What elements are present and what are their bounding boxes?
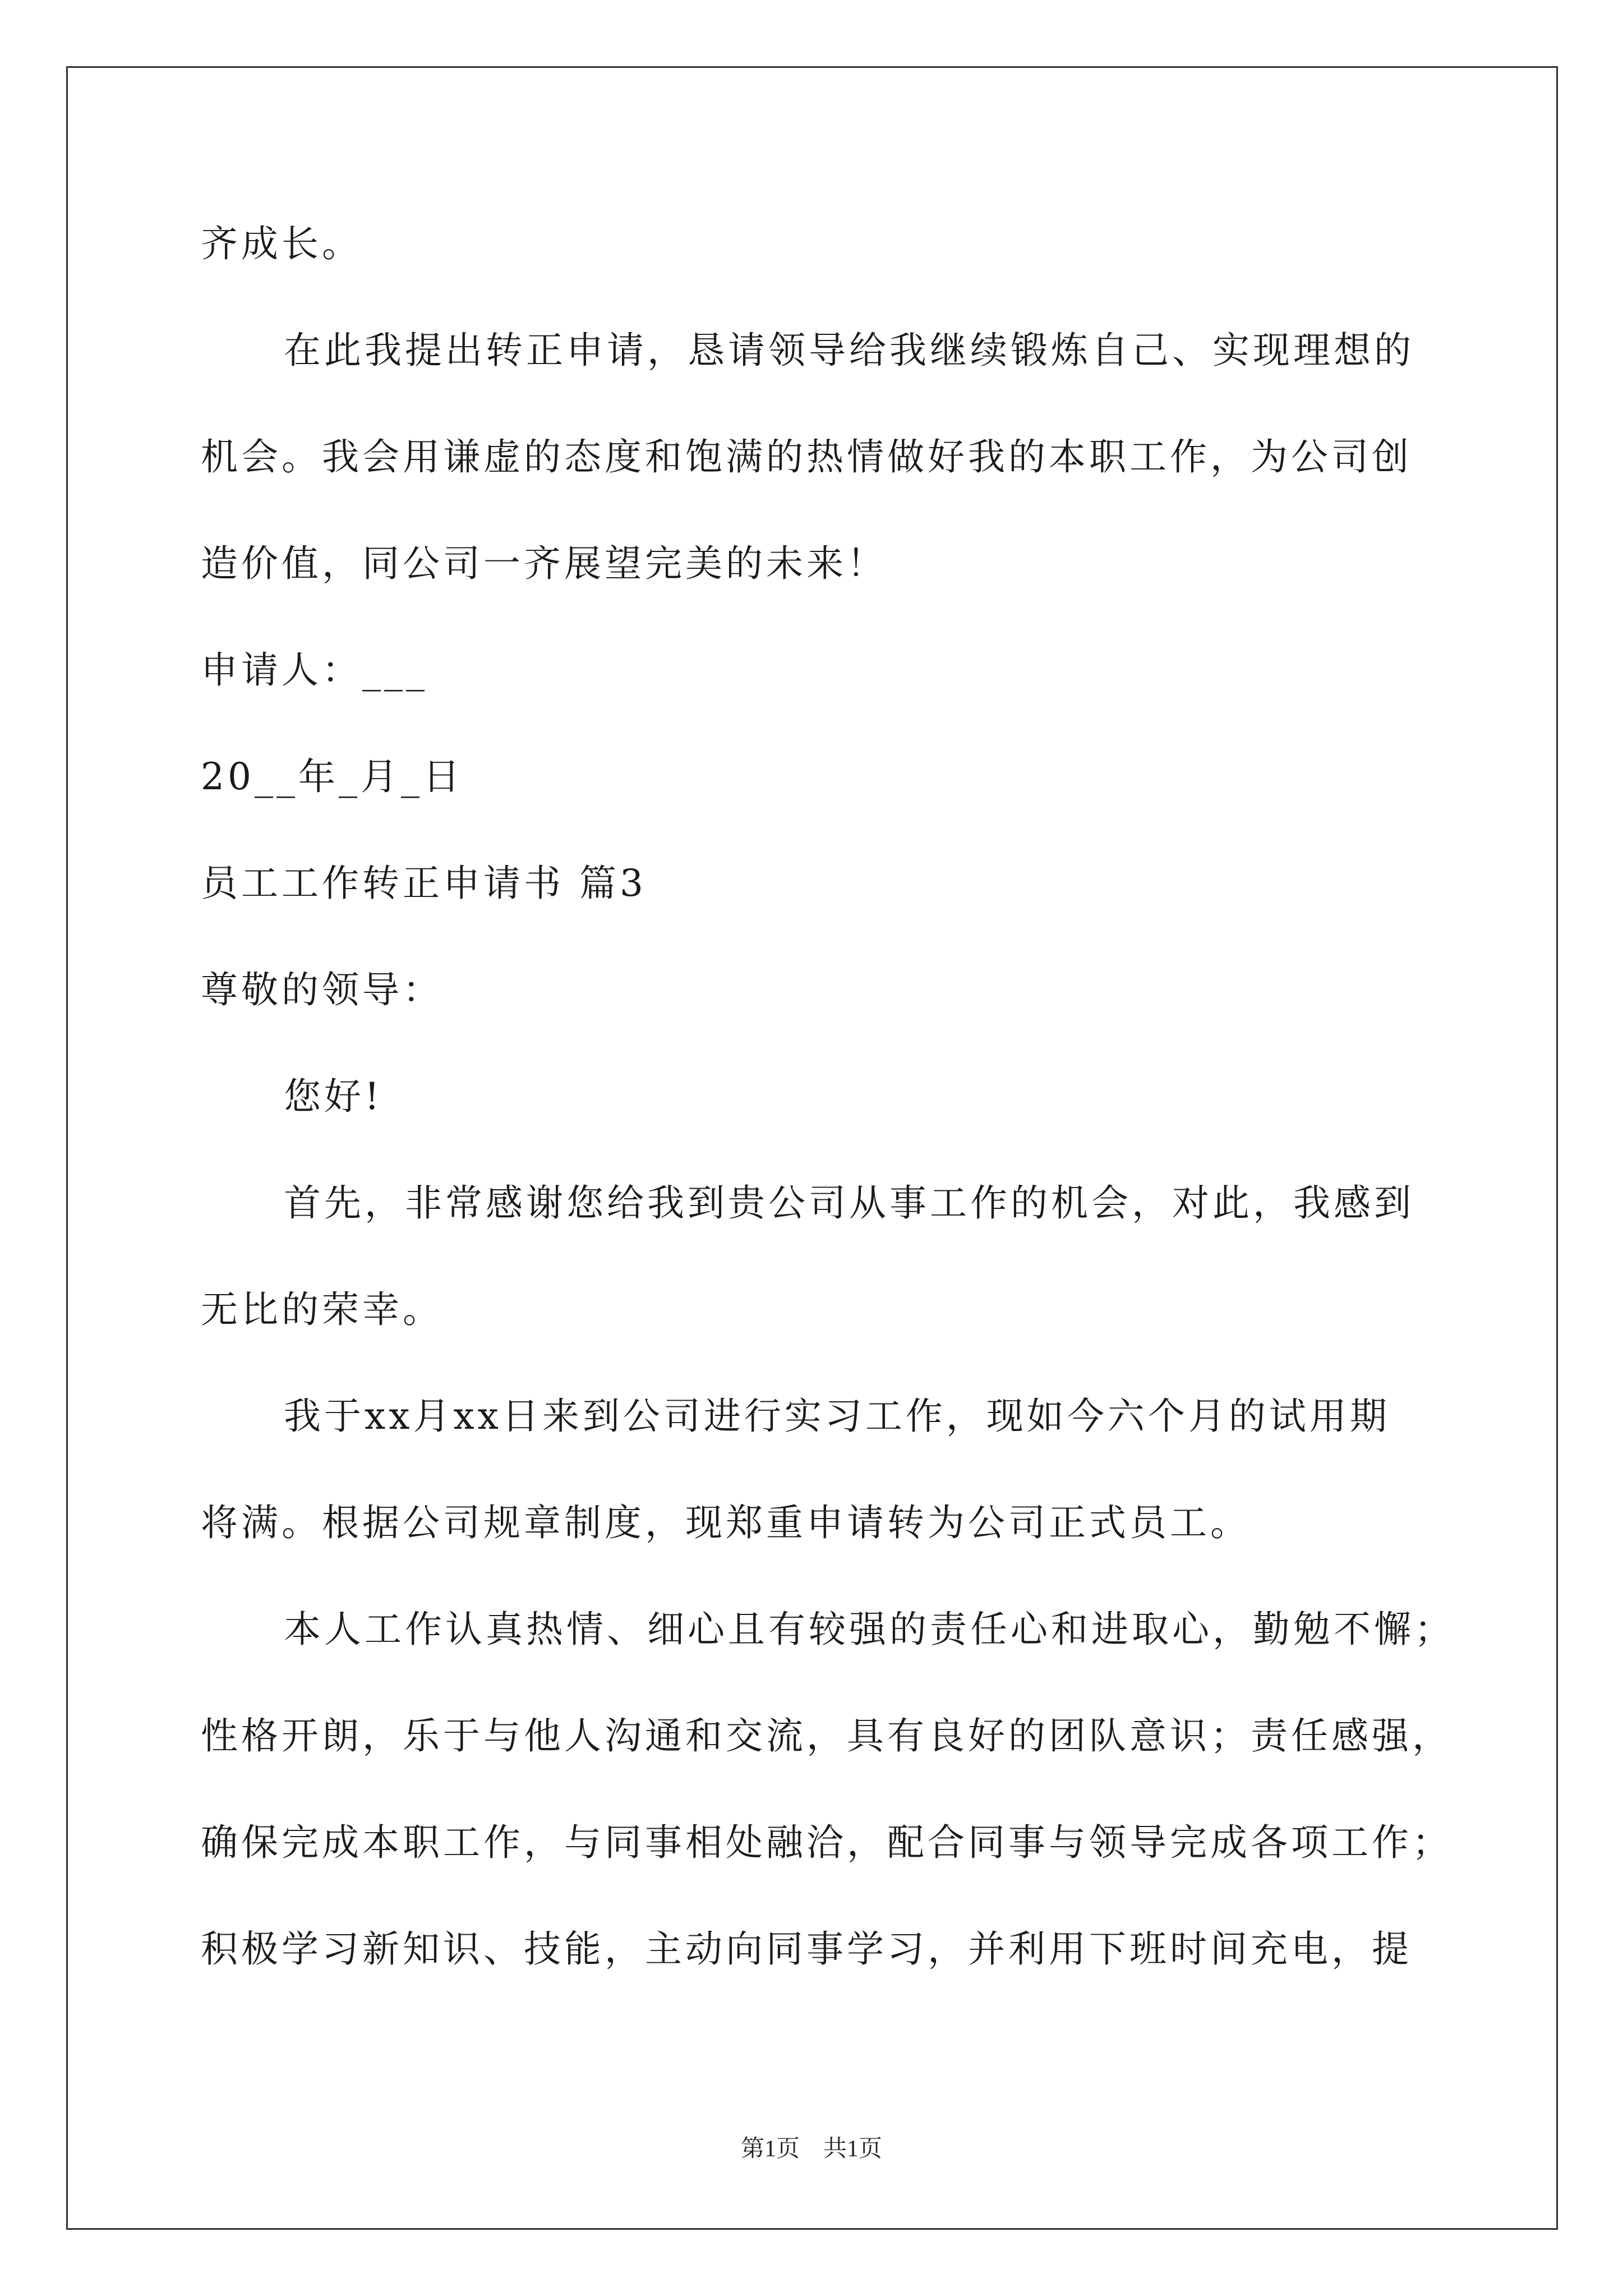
text-line: 确保完成本职工作，与同事相处融洽，配合同事与领导完成各项工作； [201,1821,1453,1864]
text-line: 首先，非常感谢您给我到贵公司从事工作的机会，对此，我感到 [284,1181,1414,1225]
page-footer: 第1页 共1页 [740,2136,882,2162]
date-line: 20__年_月_日 [201,755,463,798]
section-heading: 员工工作转正申请书 篇3 [201,862,647,905]
text-line: 将满。根据公司规章制度，现郑重申请转为公司正式员工。 [201,1501,1251,1544]
text-line: 无比的荣幸。 [201,1288,443,1331]
text-line: 在此我提出转正申请，恳请领导给我继续锻炼自己、实现理想的 [284,329,1414,372]
text-line: 性格开朗，乐于与他人沟通和交流，具有良好的团队意识；责任感强， [201,1714,1453,1757]
greeting: 您好! [284,1075,383,1118]
page-frame [66,66,1558,2230]
applicant-line: 申请人：___ [201,648,428,692]
text-line: 造价值，同公司一齐展望完美的未来！ [201,542,887,585]
salutation: 尊敬的领导： [201,968,443,1011]
text-line: 积极学习新知识、技能，主动向同事学习，并利用下班时间充电，提 [201,1927,1412,1971]
text-line: 齐成长。 [201,222,362,265]
text-line: 本人工作认真热情、细心且有较强的责任心和进取心，勤勉不懈； [284,1608,1455,1651]
text-line: 机会。我会用谦虚的态度和饱满的热情做好我的本职工作，为公司创 [201,435,1412,478]
text-line: 我于xx月xx日来到公司进行实习工作，现如今六个月的试用期 [284,1395,1390,1438]
